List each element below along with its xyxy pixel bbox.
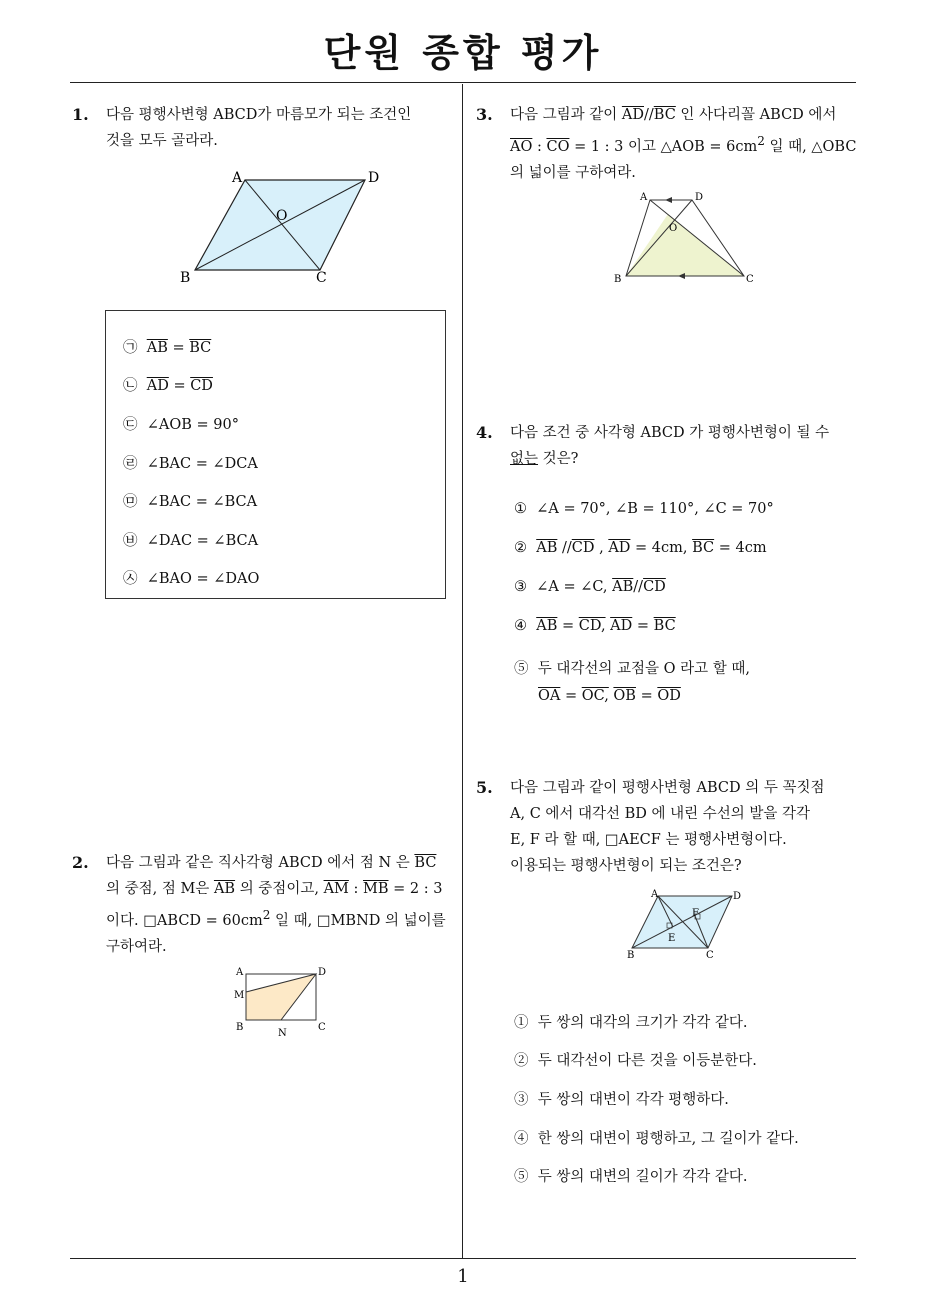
q5-line4: 이용되는 평행사변형이 되는 조건은?	[510, 858, 742, 874]
label-a: A	[651, 889, 659, 900]
label-b: B	[236, 1022, 244, 1033]
superscript: 2	[757, 134, 765, 148]
underlined-word: 없는	[510, 451, 539, 467]
label-o: O	[669, 223, 678, 234]
q4-option-5-line1	[514, 656, 750, 683]
segment: $\overline{AB}$	[536, 540, 558, 556]
top-rule	[70, 82, 856, 83]
page-number: 1	[457, 1266, 469, 1287]
q4-line2	[510, 446, 860, 472]
option-text: ∠BAC = ∠BCA	[146, 494, 258, 510]
segment: $\overline{BC}$	[692, 540, 715, 556]
text: =	[564, 688, 578, 704]
q3-trapezoid-figure	[606, 186, 766, 288]
option-text: 두 쌍의 대변이 각각 평행하다.	[537, 1092, 729, 1108]
label-d: D	[318, 967, 327, 978]
segment: $\overline{AD}$	[610, 618, 633, 634]
segment: $\overline{BC}$	[189, 340, 212, 356]
label-a: A	[232, 170, 243, 186]
segment: $\overline{CD}$	[643, 579, 666, 595]
label-c: C	[318, 1022, 326, 1033]
label-c: C	[706, 950, 714, 961]
segment: $\overline{CD}$	[190, 378, 213, 394]
segment: $\overline{AD}$	[621, 107, 644, 123]
text: ,	[599, 540, 604, 556]
q2-line3	[106, 902, 456, 934]
q4-option-4[interactable]	[514, 618, 676, 634]
q5-line1: 다음 그림과 같이 평행사변형 ABCD 의 두 꼭짓점	[510, 780, 825, 796]
option-text: ∠BAC = ∠DCA	[146, 456, 258, 472]
q2-rectangle-figure	[228, 962, 338, 1042]
q5-number: 5.	[476, 778, 493, 797]
text: 의 중점, 점 M은	[106, 881, 210, 897]
q4-number: 4.	[476, 423, 493, 442]
text: 일 때, □MBND 의 넓이를	[275, 912, 446, 929]
parallel-sign: //	[633, 579, 644, 595]
page-title: 단원 종합 평가	[323, 31, 603, 75]
q5-option-3[interactable]	[514, 1088, 729, 1109]
q1-option-6[interactable]	[123, 529, 258, 550]
option-mark: ①	[514, 501, 527, 517]
segment: $\overline{CD}$	[571, 540, 595, 556]
option-mark: ③	[514, 579, 527, 595]
q1-line1: 다음 평행사변형 ABCD가 마름모가 되는 조건인	[106, 107, 412, 123]
text: = 4cm	[718, 540, 767, 556]
segment: $\overline{CO}$	[546, 138, 570, 155]
segment: OC,	[581, 688, 609, 704]
q1-option-5[interactable]	[123, 490, 257, 511]
segment: $\overline{AB}$	[146, 340, 168, 356]
label-d: D	[695, 192, 704, 203]
option-mark: ㉢	[123, 417, 138, 433]
option-text: 두 쌍의 대각의 크기가 각각 같다.	[537, 1015, 748, 1031]
text: =	[561, 618, 575, 634]
option-mark: ㉤	[123, 494, 138, 510]
segment: $\overline{BC}$	[414, 855, 437, 871]
q2-line1	[106, 850, 456, 876]
segment: $\overline{OB}$	[613, 688, 636, 704]
operator: =	[173, 378, 186, 394]
q1-line2: 것을 모두 골라라.	[106, 133, 218, 149]
q5-text	[510, 775, 860, 879]
segment: $\overline{BC}$	[653, 618, 676, 634]
q3-line1	[510, 102, 860, 128]
text: 이다. □ABCD = 60cm	[106, 912, 263, 929]
q2-text	[106, 850, 456, 960]
q2-number: 2.	[72, 853, 89, 872]
option-mark: ③	[514, 1092, 529, 1108]
q2-line2	[106, 876, 456, 902]
superscript: 2	[262, 908, 271, 922]
label-d: D	[368, 170, 380, 186]
option-mark: ㉠	[123, 340, 138, 356]
q3-line3: 의 넓이를 구하여라.	[510, 164, 636, 181]
q3-number: 3.	[476, 105, 493, 124]
label-f: F	[692, 908, 699, 919]
text: 것은?	[542, 451, 579, 467]
segment: $\overline{AB}$	[536, 618, 558, 634]
parallel-sign: //	[644, 107, 654, 123]
q1-option-2[interactable]	[123, 374, 213, 395]
q4-option-3[interactable]	[514, 579, 666, 595]
option-mark: ㉥	[123, 533, 138, 549]
text: =	[636, 618, 650, 634]
segment: $\overline{BC}$	[653, 107, 676, 123]
segment: $\overline{MB}$	[363, 881, 389, 897]
text: :	[353, 881, 359, 897]
q5-option-4[interactable]	[514, 1127, 799, 1148]
label-c: C	[746, 274, 754, 285]
option-mark: ㉡	[123, 378, 138, 394]
segment: CD,	[578, 618, 606, 634]
option-mark: ①	[514, 1015, 529, 1031]
segment: $\overline{AO}$	[510, 138, 533, 155]
q1-option-4[interactable]	[123, 452, 258, 473]
q5-line2: A, C 에서 대각선 BD 에 내린 수선의 발을 각각	[510, 806, 811, 822]
segment: $\overline{AM}$	[323, 881, 349, 897]
label-b: B	[614, 274, 622, 285]
option-mark: ㉦	[123, 571, 138, 587]
text: =	[640, 688, 653, 704]
q1-option-1[interactable]	[123, 336, 211, 357]
option-mark: ⑤	[514, 1169, 529, 1185]
text: ∠A = ∠C,	[536, 579, 608, 595]
option-text: 두 대각선이 다른 것을 이등분한다.	[537, 1053, 757, 1069]
text: 다음 그림과 같이	[510, 107, 618, 123]
q4-option-5-line2	[514, 683, 750, 710]
option-mark: ⑤	[514, 661, 529, 677]
q3-text	[510, 102, 860, 186]
option-text: 두 대각선의 교점을 O 라고 할 때,	[537, 661, 750, 677]
label-b: B	[627, 950, 635, 961]
q1-option-7[interactable]	[123, 567, 259, 588]
label-a: A	[236, 967, 244, 978]
option-mark: ②	[514, 1053, 529, 1069]
label-b: B	[180, 270, 191, 286]
segment: $\overline{AD}$	[608, 540, 631, 556]
segment: $\overline{OD}$	[657, 688, 681, 704]
text: = 1 : 3 이고 △AOB = 6cm	[574, 138, 758, 155]
segment: $\overline{OA}$	[538, 688, 561, 704]
option-text: ∠BAO = ∠DAO	[146, 571, 260, 587]
option-mark: ④	[514, 1131, 529, 1147]
q4-option-2[interactable]	[514, 540, 767, 556]
option-text: ∠AOB = 90°	[146, 417, 239, 433]
q4-option-5[interactable]	[514, 656, 750, 710]
q4-option-1[interactable]	[514, 501, 774, 517]
q1-rhombus-figure	[170, 160, 400, 290]
q5-parallelogram-figure	[622, 886, 752, 964]
segment: $\overline{AD}$	[146, 378, 169, 394]
q1-number: 1.	[72, 105, 89, 124]
bottom-rule	[70, 1258, 856, 1259]
q3-line2	[510, 128, 860, 160]
q1-text	[106, 102, 411, 154]
q4-line1: 다음 조건 중 사각형 ABCD 가 평행사변형이 될 수	[510, 425, 830, 441]
option-text: ∠A = 70°, ∠B = 110°, ∠C = 70°	[536, 501, 774, 517]
text: = 2 : 3	[393, 881, 443, 897]
triangle-obc	[626, 214, 744, 276]
text: = 4cm,	[635, 540, 688, 556]
label-e: E	[668, 933, 676, 944]
label-c: C	[316, 270, 327, 286]
column-divider	[462, 84, 463, 1259]
q2-line4: 구하여라.	[106, 938, 167, 955]
label-a: A	[640, 192, 648, 203]
label-o: O	[276, 208, 288, 224]
option-text: 한 쌍의 대변이 평행하고, 그 길이가 같다.	[537, 1131, 799, 1147]
label-n: N	[278, 1028, 287, 1039]
parallel-arrow-top	[665, 197, 672, 203]
q5-option-5[interactable]	[514, 1165, 747, 1186]
text: :	[536, 138, 542, 155]
q5-option-1[interactable]	[514, 1011, 747, 1032]
option-text: ∠DAC = ∠BCA	[146, 533, 259, 549]
segment: $\overline{AB}$	[213, 881, 236, 897]
q1-option-3[interactable]	[123, 413, 239, 434]
option-text: 두 쌍의 대변의 길이가 각각 같다.	[537, 1169, 748, 1185]
text: 인 사다리꼴 ABCD 에서	[680, 107, 837, 123]
option-mark: ㉣	[123, 456, 138, 472]
text: //	[561, 540, 572, 556]
segment: $\overline{AB}$	[612, 579, 634, 595]
text: 의 중점이고,	[239, 881, 319, 897]
q4-text	[510, 420, 860, 472]
text: 다음 그림과 같은 직사각형 ABCD 에서 점 N 은	[106, 855, 410, 871]
option-mark: ④	[514, 618, 527, 634]
label-d: D	[733, 891, 742, 902]
quad-mbnd	[246, 974, 316, 1020]
text: 일 때, △OBC	[769, 138, 857, 155]
q5-option-2[interactable]	[514, 1049, 757, 1070]
option-mark: ②	[514, 540, 527, 556]
label-m: M	[234, 990, 245, 1001]
operator: =	[172, 340, 185, 356]
q5-line3: E, F 라 할 때, □AECF 는 평행사변형이다.	[510, 832, 787, 848]
